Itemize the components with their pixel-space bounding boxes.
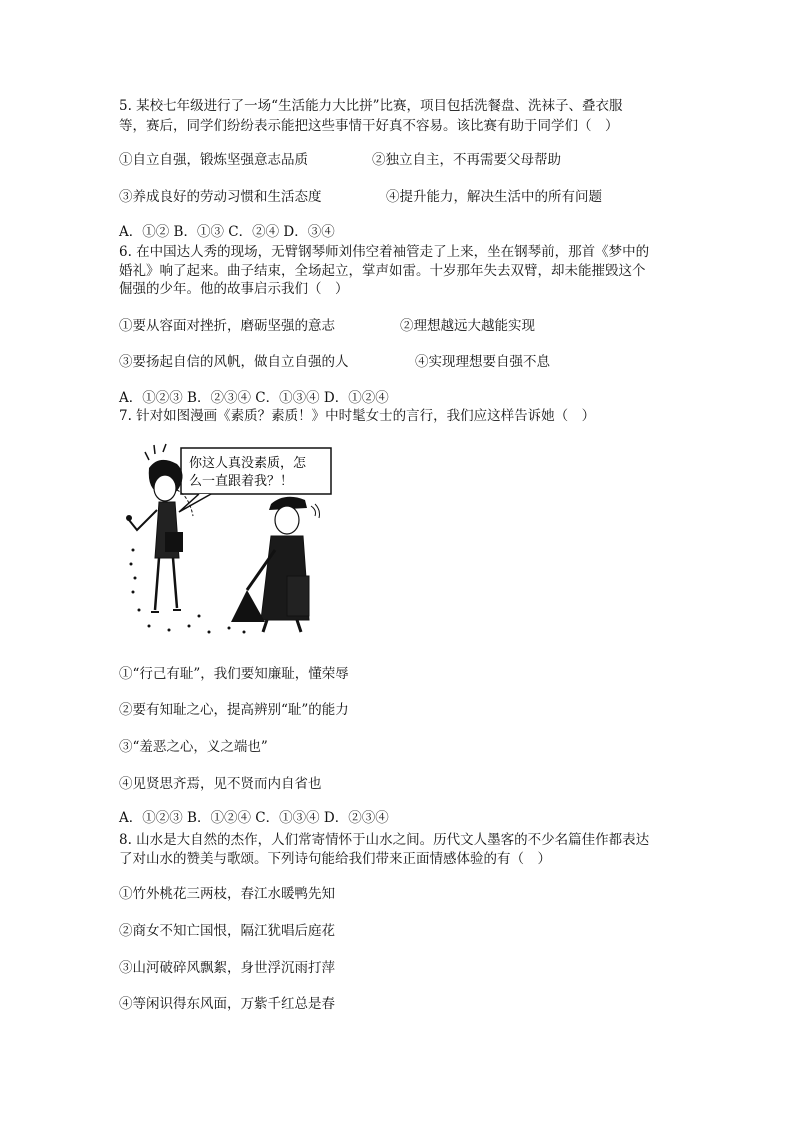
q5-option-1: ①自立自强，锻炼坚强意志品质 bbox=[119, 152, 308, 168]
q6-option-4: ④实现理想要自强不息 bbox=[415, 354, 550, 370]
seed-shell-trail bbox=[130, 549, 246, 634]
q6-option-2: ②理想越远大越能实现 bbox=[400, 318, 535, 334]
cartoon-svg bbox=[119, 440, 339, 645]
q6-option-1: ①要从容面对挫折，磨砺坚强的意志 bbox=[119, 318, 335, 334]
q6-answer-choices: A．①②③ B．②③④ C．①③④ D．①②④ bbox=[119, 390, 389, 406]
cartoon-illustration bbox=[119, 440, 339, 645]
q6-stem-line-2: 婚礼》响了起来。曲子结束，全场起立，掌声如雷。十岁那年失去双臂，却未能摧毁这个 bbox=[119, 263, 646, 279]
bubble-text-line-1: 你这人真没素质，怎 bbox=[189, 456, 307, 471]
q8-option-4: ④等闲识得东风面，万紫千红总是春 bbox=[119, 996, 335, 1012]
q7-option-3: ③“羞恶之心，义之端也” bbox=[119, 739, 268, 755]
speech-bubble-tail bbox=[179, 494, 211, 512]
bubble-text-line-2: 么一直跟着我？！ bbox=[189, 474, 294, 489]
q6-stem-line-3: 倔强的少年。他的故事启示我们（ ） bbox=[119, 281, 349, 297]
q7-option-2: ②要有知耻之心，提高辨别“耻”的能力 bbox=[119, 702, 349, 718]
q5-stem-line-2: 等，赛后，同学们纷纷表示能把这些事情干好真不容易。该比赛有助于同学们（ ） bbox=[119, 118, 619, 134]
q8-option-2: ②商女不知亡国恨，隔江犹唱后庭花 bbox=[119, 923, 335, 939]
q5-answer-choices: A．①② B．①③ C．②④ D．③④ bbox=[119, 224, 335, 240]
street-sweeper-figure bbox=[231, 497, 320, 632]
q7-stem: 7. 针对如图漫画《素质？素质！》中时髦女士的言行，我们应这样告诉她（ ） bbox=[119, 408, 596, 424]
q7-option-4: ④见贤思齐焉，见不贤而内自省也 bbox=[119, 776, 322, 792]
q8-option-3: ③山河破碎风飘絮，身世浮沉雨打萍 bbox=[119, 960, 335, 976]
q6-stem-line-1: 6. 在中国达人秀的现场，无臂钢琴师刘伟空着袖管走了上来，坐在钢琴前，那首《梦中的 bbox=[119, 244, 650, 260]
q5-option-4: ④提升能力，解决生活中的所有问题 bbox=[386, 189, 602, 205]
q8-option-1: ①竹外桃花三两枝，春江水暖鸭先知 bbox=[119, 886, 335, 902]
q8-stem-line-1: 8. 山水是大自然的杰作，人们常寄情怀于山水之间。历代文人墨客的不少名篇佳作都表达 bbox=[119, 832, 650, 848]
q6-option-3: ③要扬起自信的风帆，做自立自强的人 bbox=[119, 354, 349, 370]
q5-option-2: ②独立自主，不再需要父母帮助 bbox=[372, 152, 561, 168]
q5-stem-line-1: 5. 某校七年级进行了一场“生活能力大比拼”比赛，项目包括洗餐盘、洗袜子、叠衣服 bbox=[119, 98, 623, 114]
q5-option-3: ③养成良好的劳动习惯和生活态度 bbox=[119, 189, 322, 205]
q7-answer-choices: A．①②③ B．①②④ C．①③④ D．②③④ bbox=[119, 810, 389, 826]
q7-option-1: ①“行己有耻”，我们要知廉耻，懂荣辱 bbox=[119, 666, 349, 682]
q8-stem-line-2: 了对山水的赞美与歌颂。下列诗句能给我们带来正面情感体验的有（ ） bbox=[119, 851, 551, 867]
